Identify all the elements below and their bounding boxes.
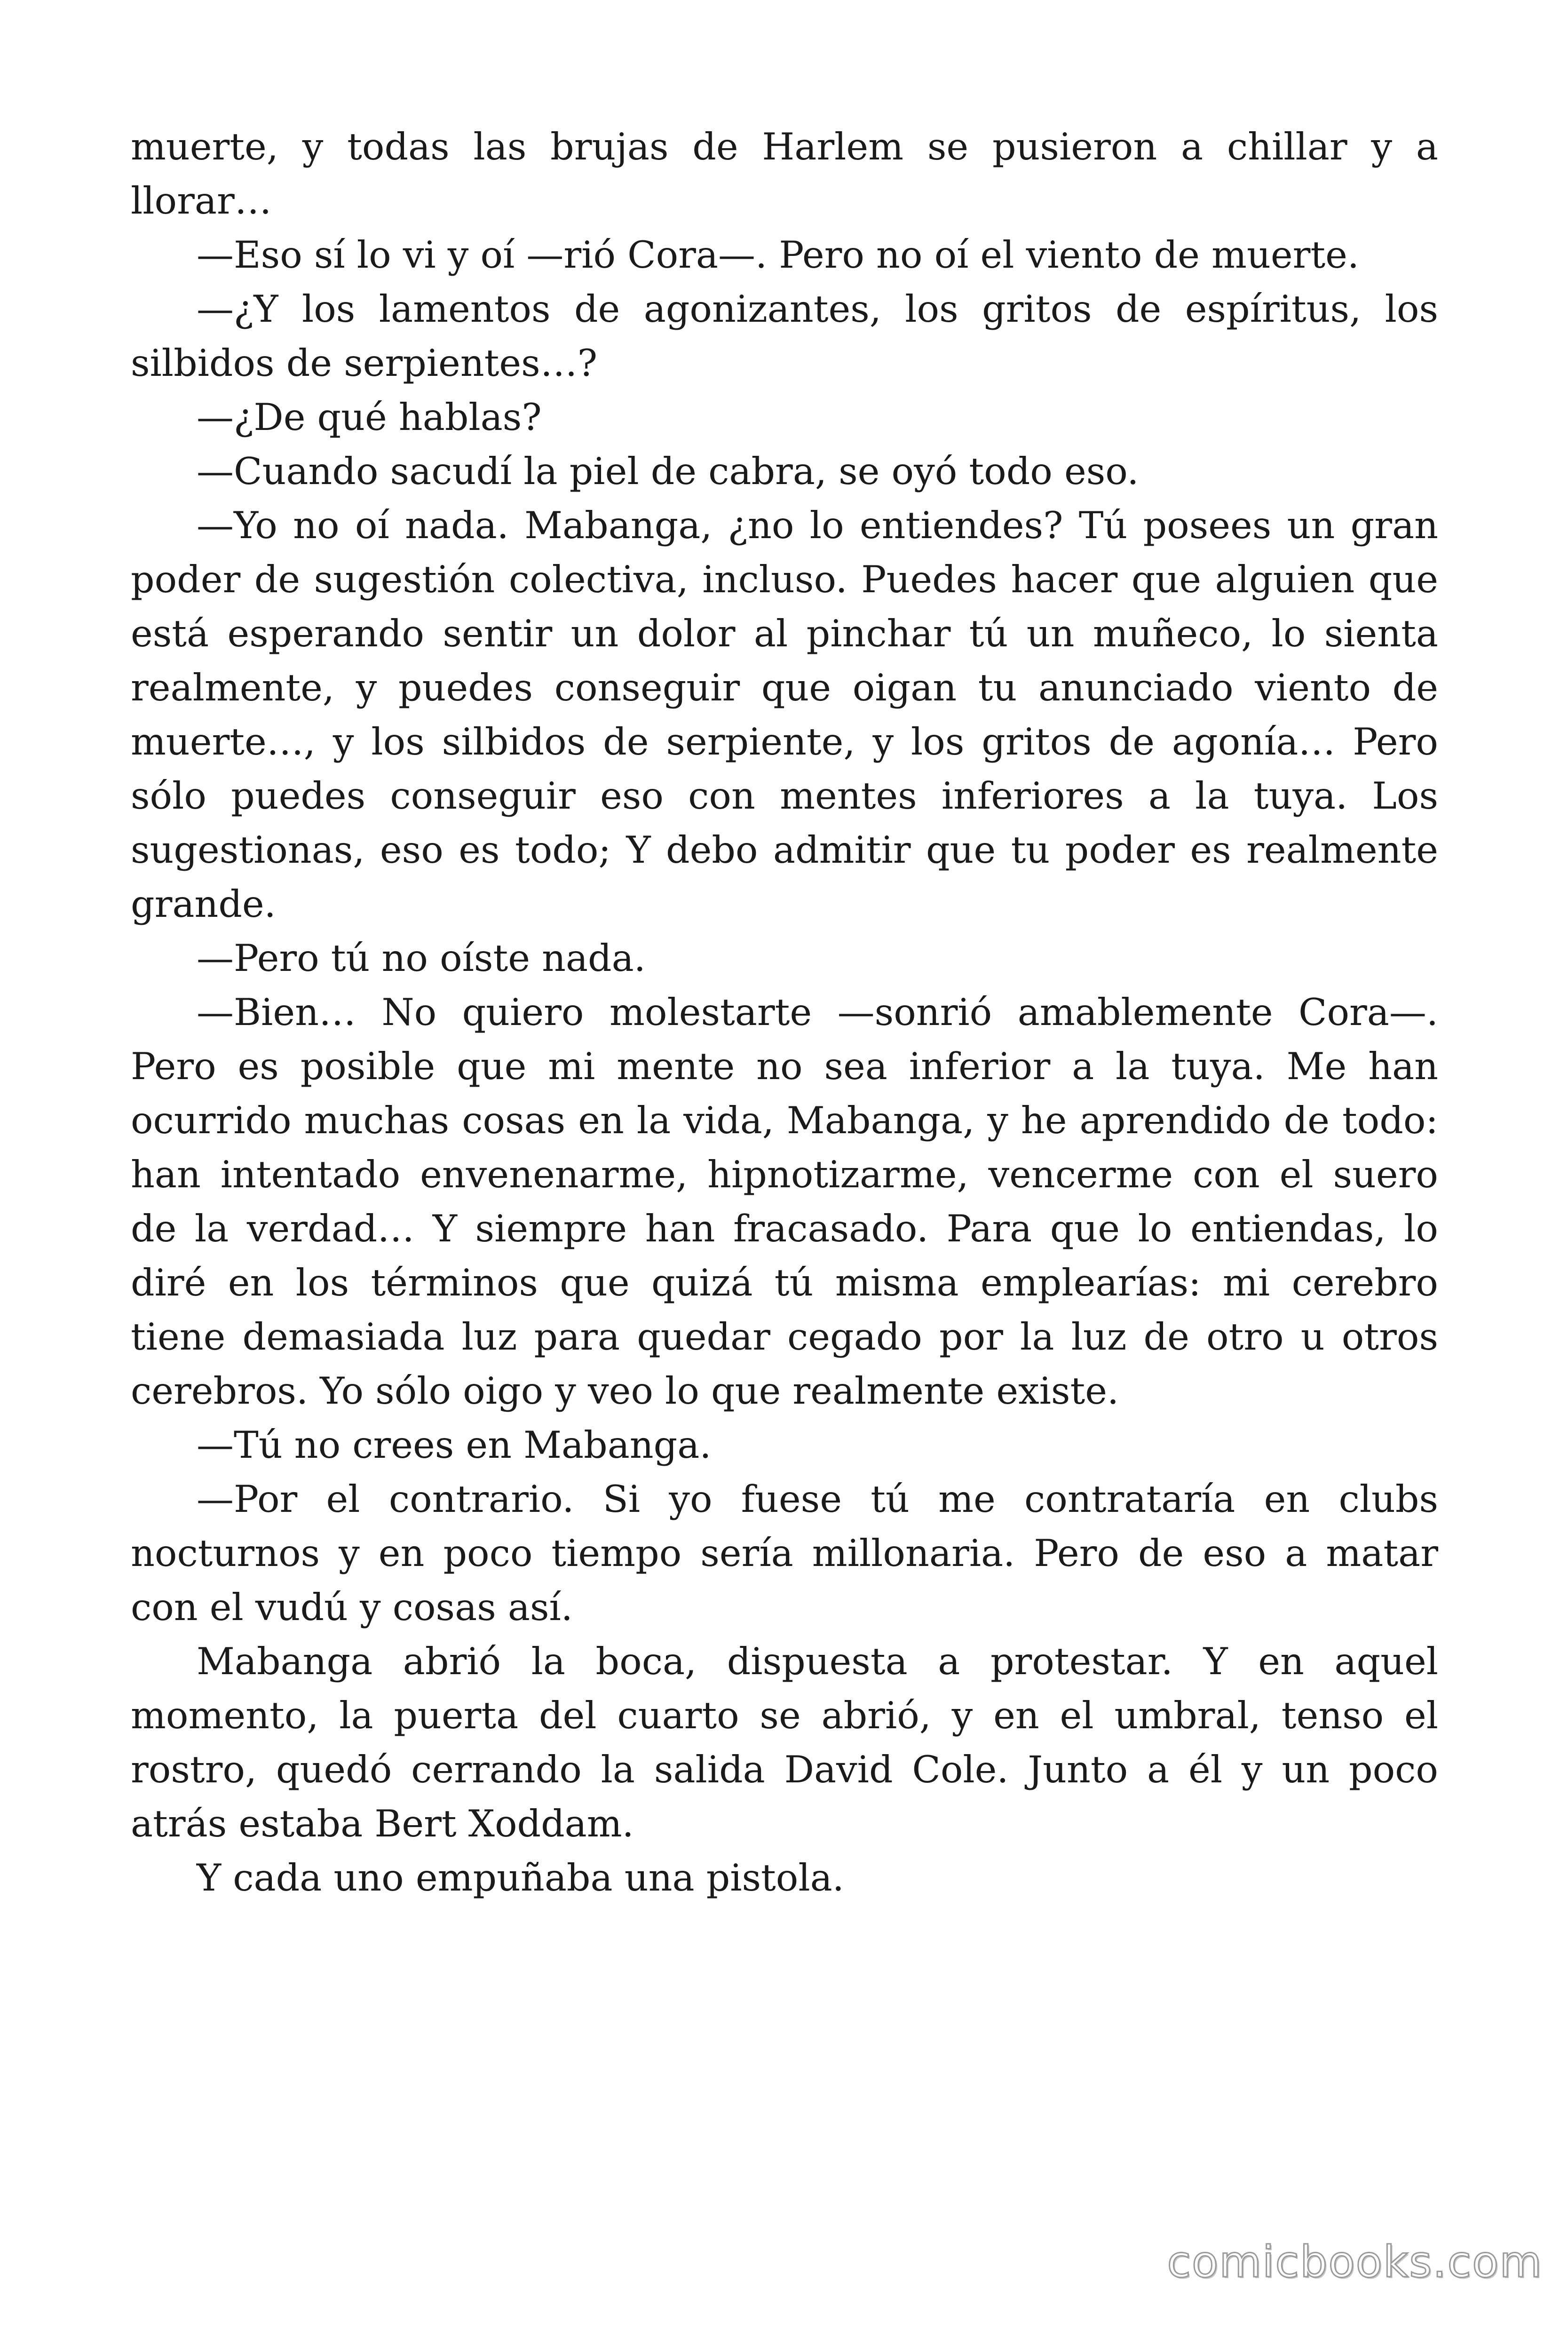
paragraph-4: —¿De qué hablas?: [197, 396, 542, 439]
paragraph-11: Mabanga abrió la boca, dispuesta a protestar. Y en aquel momento, la puerta del cuarto se abrió, y en el umbral, tenso el rostro, quedó cerrando la salida David Cole. Junto a él y un poco atrás estaba Bert Xoddam.: [131, 1640, 1438, 1845]
paragraph-10: —Por el contrario. Si yo fuese tú me contrataría en clubs nocturnos y en poco tiempo sería millonaria. Pero de eso a matar con el vudú y cosas así.: [131, 1478, 1438, 1629]
paragraph-7: —Pero tú no oíste nada.: [197, 937, 646, 980]
paragraph-6: —Yo no oí nada. Mabanga, ¿no lo entiendes? Tú posees un gran poder de sugestión colectiva, incluso. Puedes hacer que alguien que está esperando sentir un dolor al pinchar tú un muñeco, lo sienta realmente, y puedes conseguir que oigan tu anunciado viento de muerte…, y los silbidos de serpiente, y los gritos de agonía… Pero sólo puedes conseguir eso con mentes inferiores a la tuya. Los sugestionas, eso es todo; Y debo admitir que tu poder es realmente grande.: [131, 504, 1438, 926]
paragraph-8: —Bien… No quiero molestarte —sonrió amablemente Cora—. Pero es posible que mi mente no sea inferior a la tuya. Me han ocurrido muchas cosas en la vida, Mabanga, y he aprendido de todo: han intentado envenenarme, hipnotizarme, vencerme con el suero de la verdad… Y siempre han fracasado. Para que lo entiendas, lo diré en los términos que quizá tú misma emplearías: mi cerebro tiene demasiada luz para quedar cegado por la luz de otro u otros cerebros. Yo sólo oigo y veo lo que realmente existe.: [131, 991, 1438, 1413]
paragraph-3: —¿Y los lamentos de agonizantes, los gritos de espíritus, los silbidos de serpientes…?: [131, 287, 1438, 385]
paragraph-5: —Cuando sacudí la piel de cabra, se oyó todo eso.: [197, 450, 1139, 493]
body-text: [131, 120, 1438, 1905]
paragraph-9: —Tú no crees en Mabanga.: [197, 1423, 712, 1467]
watermark: comicbooks.com: [1167, 2237, 1543, 2287]
paragraph-1: muerte, y todas las brujas de Harlem se pusieron a chillar y a llorar…: [131, 125, 1438, 222]
paragraph-12: Y cada uno empuñaba una pistola.: [197, 1856, 844, 1899]
paragraph-2: —Eso sí lo vi y oí —rió Cora—. Pero no oí el viento de muerte.: [197, 233, 1359, 277]
